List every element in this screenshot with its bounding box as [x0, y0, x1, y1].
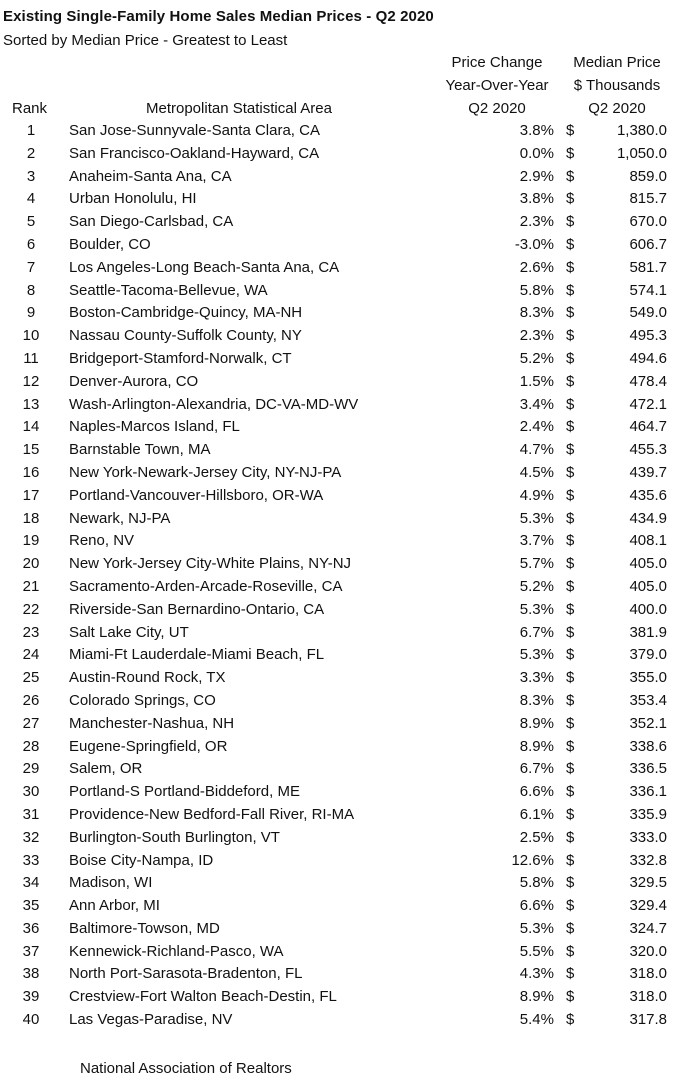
msa-cell: Portland-Vancouver-Hillsboro, OR-WA [69, 486, 324, 504]
currency-symbol: $ [566, 714, 575, 732]
table-row [0, 736, 675, 759]
msa-cell: Boston-Cambridge-Quincy, MA-NH [69, 304, 303, 322]
median-price-cell: 336.1 [629, 783, 667, 801]
rank-cell: 39 [22, 988, 40, 1006]
header-rank: Rank [12, 100, 48, 117]
msa-cell: Newark, NJ-PA [69, 509, 171, 527]
rank-cell: 6 [26, 235, 36, 253]
msa-cell: San Diego-Carlsbad, CA [69, 213, 234, 231]
median-price-cell: 478.4 [629, 372, 667, 390]
msa-cell: Boulder, CO [69, 235, 151, 253]
currency-symbol: $ [566, 691, 575, 709]
currency-symbol: $ [566, 258, 575, 276]
price-change-cell: 8.9% [519, 737, 554, 755]
rank-cell: 4 [26, 190, 36, 208]
table-row [0, 348, 675, 371]
price-change-cell: 5.7% [519, 555, 554, 573]
rank-cell: 9 [26, 304, 36, 322]
rank-cell: 29 [22, 760, 40, 778]
table-row [0, 644, 675, 667]
price-change-cell: 5.2% [519, 349, 554, 367]
rank-cell: 36 [22, 919, 40, 937]
price-change-cell: 5.8% [519, 281, 554, 299]
median-price-cell: 405.0 [629, 555, 667, 573]
currency-symbol: $ [566, 623, 575, 641]
median-price-cell: 336.5 [629, 760, 667, 778]
median-price-cell: 1,380.0 [616, 122, 667, 139]
data-table [0, 120, 675, 1032]
rank-cell: 10 [22, 327, 40, 345]
median-price-cell: 338.6 [629, 737, 667, 755]
price-change-cell: 2.3% [519, 327, 554, 345]
price-change-cell: 12.6% [511, 851, 554, 869]
msa-cell: Salt Lake City, UT [69, 623, 189, 641]
median-price-cell: 333.0 [629, 828, 667, 846]
table-row [0, 416, 675, 439]
currency-symbol: $ [566, 304, 575, 322]
table-row [0, 918, 675, 941]
table-row [0, 120, 675, 143]
table-row [0, 758, 675, 781]
msa-cell: North Port-Sarasota-Bradenton, FL [69, 965, 303, 983]
table-row [0, 188, 675, 211]
msa-cell: Burlington-South Burlington, VT [69, 828, 280, 846]
rank-cell: 24 [22, 646, 40, 664]
rank-cell: 37 [22, 942, 40, 960]
rank-cell: 3 [26, 167, 36, 185]
table-row [0, 963, 675, 986]
currency-symbol: $ [566, 919, 575, 937]
source-credit: National Association of Realtors [80, 1060, 292, 1077]
msa-cell: Sacramento-Arden-Arcade-Roseville, CA [69, 577, 343, 595]
median-price-cell: 859.0 [629, 167, 667, 185]
median-price-cell: 352.1 [629, 714, 667, 732]
price-change-cell: -3.0% [514, 235, 554, 253]
page-subtitle: Sorted by Median Price - Greatest to Least [3, 32, 288, 49]
price-change-cell: 0.0% [519, 144, 554, 162]
rank-cell: 12 [22, 372, 40, 390]
msa-cell: New York-Jersey City-White Plains, NY-NJ [69, 555, 352, 573]
table-row [0, 941, 675, 964]
msa-cell: Riverside-San Bernardino-Ontario, CA [69, 600, 325, 618]
price-change-cell: 6.6% [519, 783, 554, 801]
msa-cell: Barnstable Town, MA [69, 441, 211, 459]
currency-symbol: $ [566, 167, 575, 185]
currency-symbol: $ [566, 1011, 575, 1029]
price-change-cell: 8.9% [519, 714, 554, 732]
table-row [0, 211, 675, 234]
price-change-cell: 6.6% [519, 897, 554, 915]
price-change-cell: 3.3% [519, 669, 554, 687]
table-row [0, 622, 675, 645]
price-change-cell: 5.2% [519, 577, 554, 595]
currency-symbol: $ [566, 144, 575, 162]
msa-cell: Manchester-Nashua, NH [69, 714, 235, 732]
price-change-cell: 4.7% [519, 441, 554, 459]
currency-symbol: $ [566, 600, 575, 618]
rank-cell: 11 [23, 349, 39, 367]
rank-cell: 7 [26, 258, 36, 276]
rank-cell: 2 [26, 144, 36, 162]
msa-cell: Naples-Marcos Island, FL [69, 418, 240, 436]
price-change-cell: 8.9% [519, 988, 554, 1006]
price-change-cell: 1.5% [519, 372, 554, 390]
median-price-cell: 381.9 [629, 623, 667, 641]
price-change-cell: 5.4% [519, 1011, 554, 1029]
currency-symbol: $ [566, 897, 575, 915]
currency-symbol: $ [566, 737, 575, 755]
table-row [0, 325, 675, 348]
header-price-line3: Q2 2020 [588, 100, 646, 117]
median-price-cell: 670.0 [629, 213, 667, 231]
price-change-cell: 2.5% [519, 828, 554, 846]
table-row [0, 713, 675, 736]
table-row [0, 804, 675, 827]
rank-cell: 30 [22, 783, 40, 801]
rank-cell: 35 [22, 897, 40, 915]
currency-symbol: $ [566, 760, 575, 778]
table-row [0, 462, 675, 485]
currency-symbol: $ [566, 395, 575, 413]
table-row [0, 439, 675, 462]
msa-cell: Anaheim-Santa Ana, CA [69, 167, 232, 185]
table-row [0, 872, 675, 895]
rank-cell: 21 [22, 577, 40, 595]
header-change-line3: Q2 2020 [468, 100, 526, 117]
table-row [0, 850, 675, 873]
price-change-cell: 2.6% [519, 258, 554, 276]
header-change-line1: Price Change [451, 54, 543, 71]
header-change [432, 51, 562, 120]
currency-symbol: $ [566, 509, 575, 527]
table-row [0, 143, 675, 166]
header-price-line1: Median Price [573, 54, 661, 71]
price-change-cell: 8.3% [519, 691, 554, 709]
price-change-cell: 6.7% [519, 760, 554, 778]
rank-cell: 1 [26, 122, 36, 139]
currency-symbol: $ [566, 327, 575, 345]
median-price-cell: 549.0 [629, 304, 667, 322]
msa-cell: Kennewick-Richland-Pasco, WA [69, 942, 284, 960]
median-price-cell: 494.6 [629, 349, 667, 367]
msa-cell: San Francisco-Oakland-Hayward, CA [69, 144, 320, 162]
median-price-cell: 439.7 [629, 463, 667, 481]
table-row [0, 394, 675, 417]
currency-symbol: $ [566, 463, 575, 481]
rank-cell: 25 [22, 669, 40, 687]
currency-symbol: $ [566, 942, 575, 960]
rank-cell: 13 [22, 395, 40, 413]
msa-cell: Reno, NV [69, 532, 135, 550]
header-price-line2: $ Thousands [573, 77, 661, 94]
table-row [0, 234, 675, 257]
currency-symbol: $ [566, 190, 575, 208]
price-change-cell: 6.7% [519, 623, 554, 641]
page-title: Existing Single-Family Home Sales Median Prices - Q2 2020 [3, 8, 434, 25]
msa-cell: Wash-Arlington-Alexandria, DC-VA-MD-WV [69, 395, 359, 413]
median-price-cell: 464.7 [629, 418, 667, 436]
msa-cell: Bridgeport-Stamford-Norwalk, CT [69, 349, 292, 367]
table-row [0, 827, 675, 850]
rank-cell: 14 [22, 418, 40, 436]
currency-symbol: $ [566, 532, 575, 550]
currency-symbol: $ [566, 349, 575, 367]
price-change-cell: 5.5% [519, 942, 554, 960]
msa-cell: Ann Arbor, MI [69, 897, 160, 915]
price-change-cell: 5.3% [519, 600, 554, 618]
rank-cell: 32 [22, 828, 40, 846]
table-row [0, 576, 675, 599]
rank-cell: 19 [22, 532, 40, 550]
msa-cell: Boise City-Nampa, ID [69, 851, 214, 869]
msa-cell: Seattle-Tacoma-Bellevue, WA [69, 281, 268, 299]
median-price-cell: 379.0 [629, 646, 667, 664]
median-price-cell: 434.9 [629, 509, 667, 527]
price-change-cell: 2.4% [519, 418, 554, 436]
msa-cell: Urban Honolulu, HI [69, 190, 197, 208]
rank-cell: 18 [22, 509, 40, 527]
median-price-cell: 332.8 [629, 851, 667, 869]
median-price-cell: 815.7 [629, 190, 667, 208]
currency-symbol: $ [566, 988, 575, 1006]
table-row [0, 781, 675, 804]
rank-cell: 17 [22, 486, 40, 504]
msa-cell: Miami-Ft Lauderdale-Miami Beach, FL [69, 646, 325, 664]
price-change-cell: 5.3% [519, 646, 554, 664]
median-price-cell: 400.0 [629, 600, 667, 618]
currency-symbol: $ [566, 555, 575, 573]
median-price-cell: 435.6 [629, 486, 667, 504]
msa-cell: Madison, WI [69, 874, 153, 892]
price-change-cell: 5.3% [519, 509, 554, 527]
currency-symbol: $ [566, 281, 575, 299]
currency-symbol: $ [566, 646, 575, 664]
currency-symbol: $ [566, 372, 575, 390]
median-price-cell: 320.0 [629, 942, 667, 960]
table-row [0, 1009, 675, 1032]
table-row [0, 530, 675, 553]
msa-cell: Nassau County-Suffolk County, NY [69, 327, 302, 345]
currency-symbol: $ [566, 669, 575, 687]
table-row [0, 599, 675, 622]
rank-cell: 20 [22, 555, 40, 573]
median-price-cell: 495.3 [629, 327, 667, 345]
price-change-cell: 4.9% [519, 486, 554, 504]
msa-cell: Crestview-Fort Walton Beach-Destin, FL [69, 988, 337, 1006]
median-price-cell: 606.7 [629, 235, 667, 253]
table-row [0, 302, 675, 325]
rank-cell: 8 [26, 281, 36, 299]
price-change-cell: 2.3% [519, 213, 554, 231]
table-row [0, 508, 675, 531]
median-price-cell: 329.4 [629, 897, 667, 915]
rank-cell: 31 [22, 805, 40, 823]
currency-symbol: $ [566, 783, 575, 801]
rank-cell: 15 [22, 441, 40, 459]
rank-cell: 27 [22, 714, 40, 732]
table-row [0, 895, 675, 918]
median-price-cell: 355.0 [629, 669, 667, 687]
price-change-cell: 3.4% [519, 395, 554, 413]
price-change-cell: 6.1% [519, 805, 554, 823]
rank-cell: 26 [22, 691, 40, 709]
table-row [0, 485, 675, 508]
msa-cell: Baltimore-Towson, MD [69, 919, 220, 937]
msa-cell: San Jose-Sunnyvale-Santa Clara, CA [69, 122, 320, 139]
currency-symbol: $ [566, 965, 575, 983]
rank-cell: 23 [22, 623, 40, 641]
rank-cell: 33 [22, 851, 40, 869]
currency-symbol: $ [566, 418, 575, 436]
median-price-cell: 405.0 [629, 577, 667, 595]
rank-cell: 34 [22, 874, 40, 892]
currency-symbol: $ [566, 441, 575, 459]
rank-cell: 28 [22, 737, 40, 755]
header-msa: Metropolitan Statistical Area [146, 100, 332, 117]
median-price-cell: 1,050.0 [616, 144, 667, 162]
price-change-cell: 4.5% [519, 463, 554, 481]
median-price-cell: 455.3 [629, 441, 667, 459]
price-change-cell: 2.9% [519, 167, 554, 185]
median-price-cell: 472.1 [629, 395, 667, 413]
currency-symbol: $ [566, 828, 575, 846]
price-change-cell: 3.7% [519, 532, 554, 550]
table-row [0, 690, 675, 713]
median-price-cell: 581.7 [629, 258, 667, 276]
msa-cell: Portland-S Portland-Biddeford, ME [69, 783, 300, 801]
price-change-cell: 3.8% [519, 190, 554, 208]
table-row [0, 371, 675, 394]
median-price-cell: 318.0 [629, 988, 667, 1006]
median-price-cell: 318.0 [629, 965, 667, 983]
table-row [0, 257, 675, 280]
rank-cell: 22 [22, 600, 40, 618]
msa-cell: Colorado Springs, CO [69, 691, 216, 709]
currency-symbol: $ [566, 235, 575, 253]
msa-cell: New York-Newark-Jersey City, NY-NJ-PA [69, 463, 342, 481]
table-row [0, 986, 675, 1009]
table-row [0, 166, 675, 189]
rank-cell: 5 [26, 213, 36, 231]
price-change-cell: 8.3% [519, 304, 554, 322]
price-change-cell: 5.8% [519, 874, 554, 892]
currency-symbol: $ [566, 122, 575, 139]
currency-symbol: $ [566, 577, 575, 595]
currency-symbol: $ [566, 805, 575, 823]
median-price-cell: 329.5 [629, 874, 667, 892]
median-price-cell: 335.9 [629, 805, 667, 823]
table-row [0, 667, 675, 690]
msa-cell: Eugene-Springfield, OR [69, 737, 228, 755]
msa-cell: Las Vegas-Paradise, NV [69, 1011, 233, 1029]
rank-cell: 40 [22, 1011, 40, 1029]
header-price [562, 51, 672, 120]
currency-symbol: $ [566, 874, 575, 892]
table-row [0, 280, 675, 303]
msa-cell: Salem, OR [69, 760, 143, 778]
median-price-cell: 317.8 [629, 1011, 667, 1029]
rank-cell: 38 [22, 965, 40, 983]
table-row [0, 553, 675, 576]
rank-cell: 16 [22, 463, 40, 481]
msa-cell: Los Angeles-Long Beach-Santa Ana, CA [69, 258, 340, 276]
price-change-cell: 4.3% [519, 965, 554, 983]
msa-cell: Denver-Aurora, CO [69, 372, 199, 390]
price-change-cell: 3.8% [519, 122, 554, 139]
header-change-line2: Year-Over-Year [445, 77, 549, 94]
median-price-cell: 324.7 [629, 919, 667, 937]
currency-symbol: $ [566, 486, 575, 504]
msa-cell: Providence-New Bedford-Fall River, RI-MA [69, 805, 355, 823]
median-price-cell: 408.1 [629, 532, 667, 550]
price-change-cell: 5.3% [519, 919, 554, 937]
median-price-cell: 574.1 [629, 281, 667, 299]
currency-symbol: $ [566, 213, 575, 231]
median-price-cell: 353.4 [629, 691, 667, 709]
msa-cell: Austin-Round Rock, TX [69, 669, 226, 687]
currency-symbol: $ [566, 851, 575, 869]
